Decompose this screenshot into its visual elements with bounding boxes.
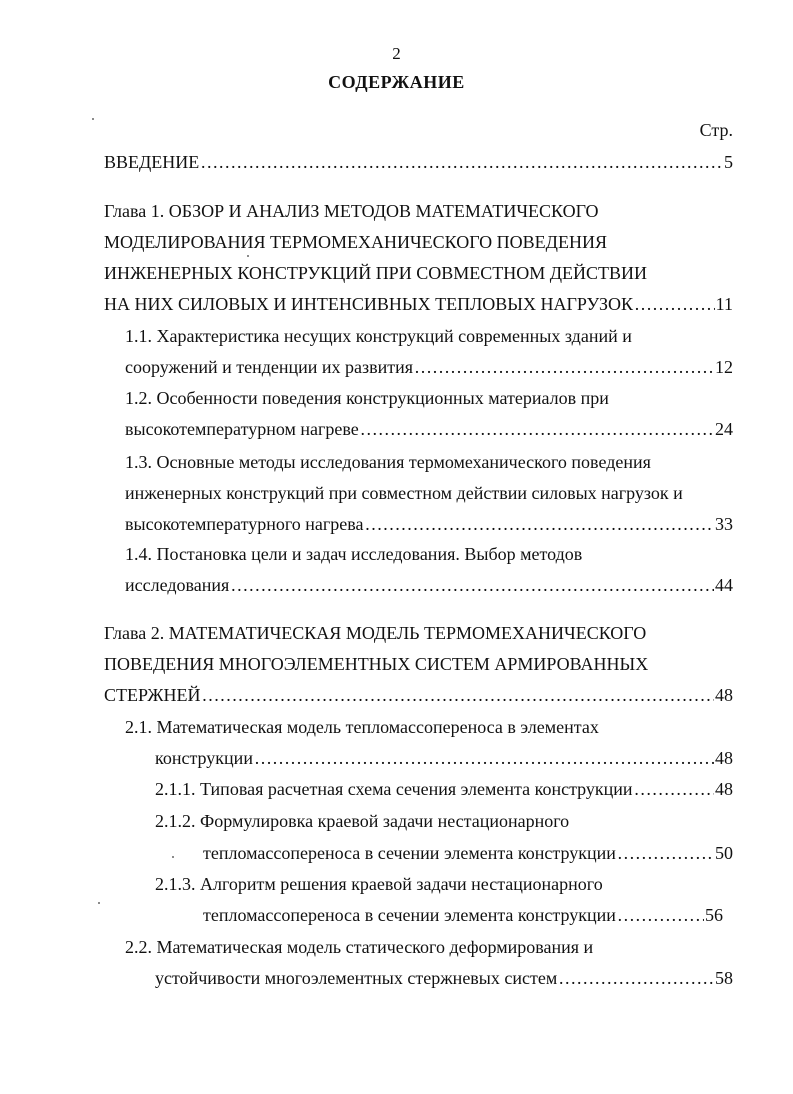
toc-entry-section-2-2[interactable] [155, 967, 733, 989]
toc-entry-section-1-1[interactable] [125, 356, 733, 378]
page-title: СОДЕРЖАНИЕ [328, 72, 465, 92]
toc-entry-chapter2[interactable] [104, 684, 733, 706]
toc-page-number: 33 [715, 514, 733, 534]
toc-page-number: 48 [715, 748, 733, 768]
toc-entry-text: устойчивости многоэлементных стержневых систем [155, 968, 558, 988]
dot-leader [200, 151, 723, 173]
toc-page-number: 56 [705, 905, 723, 925]
toc-section-1-1-line: 1.1. Характеристика несущих конструкций современных зданий и [125, 326, 632, 346]
toc-entry-section-1-4[interactable] [125, 574, 733, 596]
toc-section-2-1-3-line: 2.1.3. Алгоритм решения краевой задачи нестационарного [155, 874, 603, 894]
toc-entry-text: НА НИХ СИЛОВЫХ И ИНТЕНСИВНЫХ ТЕПЛОВЫХ НАГРУЗОК [104, 294, 633, 314]
dot-leader [230, 574, 714, 596]
toc-entry-section-2-1[interactable] [155, 747, 733, 769]
toc-section-2-1-2-line: 2.1.2. Формулировка краевой задачи нестационарного [155, 811, 570, 831]
scan-speck [247, 255, 249, 257]
toc-entry-text: тепломассопереноса в сечении элемента конструкции [203, 905, 616, 925]
toc-page-number: 24 [715, 419, 733, 439]
toc-entry-text: тепломассопереноса в сечении элемента конструкции [203, 843, 616, 863]
dot-leader [202, 684, 715, 706]
dot-leader [617, 904, 704, 926]
dot-leader [365, 513, 714, 535]
dot-leader [634, 778, 714, 800]
dot-leader [634, 293, 715, 315]
toc-chapter1-line: Глава 1. ОБЗОР И АНАЛИЗ МЕТОДОВ МАТЕМАТИЧЕСКОГО [104, 201, 599, 221]
toc-section-2-2-line: 2.2. Математическая модель статического деформирования и [125, 937, 594, 957]
toc-entry-text: СТЕРЖНЕЙ [104, 685, 201, 705]
dot-leader [360, 418, 714, 440]
toc-entry-text: конструкции [155, 748, 253, 768]
toc-page-number: 48 [715, 685, 733, 705]
dot-leader [617, 842, 714, 864]
scan-speck [92, 118, 94, 120]
toc-chapter1-line: ИНЖЕНЕРНЫХ КОНСТРУКЦИЙ ПРИ СОВМЕСТНОМ ДЕЙСТВИИ [104, 263, 647, 283]
toc-entry-section-1-2[interactable] [125, 418, 733, 440]
toc-entry-section-2-1-3[interactable] [203, 904, 723, 926]
toc-chapter1-line: МОДЕЛИРОВАНИЯ ТЕРМОМЕХАНИЧЕСКОГО ПОВЕДЕНИЯ [104, 232, 607, 252]
toc-page-number: 11 [715, 294, 733, 314]
toc-section-2-1-line: 2.1. Математическая модель тепломассопереноса в элементах [125, 717, 599, 737]
dot-leader [414, 356, 714, 378]
page-number: 2 [392, 44, 401, 63]
toc-entry-section-2-1-1[interactable] [155, 778, 733, 800]
scan-speck [98, 902, 100, 904]
toc-page-number: 12 [715, 357, 733, 377]
toc-entry-text: исследования [125, 575, 230, 595]
toc-page-number: 50 [715, 843, 733, 863]
toc-section-1-4-line: 1.4. Постановка цели и задач исследования. Выбор методов [125, 544, 583, 564]
toc-entry-text: высокотемпературного нагрева [125, 514, 364, 534]
toc-entry-text: сооружений и тенденции их развития [125, 357, 414, 377]
dot-leader [558, 967, 714, 989]
toc-entry-section-1-3[interactable] [125, 513, 733, 535]
toc-entry-chapter1[interactable] [104, 293, 733, 315]
toc-entry-text: высокотемпературном нагреве [125, 419, 359, 439]
toc-entry-introduction[interactable] [104, 151, 733, 173]
toc-section-1-3-line: инженерных конструкций при совместном действии силовых нагрузок и [125, 483, 683, 503]
toc-chapter2-line: ПОВЕДЕНИЯ МНОГОЭЛЕМЕНТНЫХ СИСТЕМ АРМИРОВАННЫХ [104, 654, 649, 674]
toc-entry-text: 2.1.1. Типовая расчетная схема сечения элемента конструкции [155, 779, 633, 799]
toc-entry-text: ВВЕДЕНИЕ [104, 152, 200, 172]
toc-section-1-3-line: 1.3. Основные методы исследования термомеханического поведения [125, 452, 651, 472]
toc-entry-section-2-1-2[interactable] [203, 842, 733, 864]
toc-chapter2-line: Глава 2. МАТЕМАТИЧЕСКАЯ МОДЕЛЬ ТЕРМОМЕХАНИЧЕСКОГО [104, 623, 647, 643]
toc-page-number: 48 [715, 779, 733, 799]
toc-page-number: 58 [715, 968, 733, 988]
dot-leader [254, 747, 714, 769]
scan-speck [172, 856, 174, 858]
page-column-label: Стр. [699, 120, 733, 140]
toc-page-number: 44 [715, 575, 733, 595]
toc-page-number: 5 [724, 152, 733, 172]
toc-section-1-2-line: 1.2. Особенности поведения конструкционных материалов при [125, 388, 609, 408]
